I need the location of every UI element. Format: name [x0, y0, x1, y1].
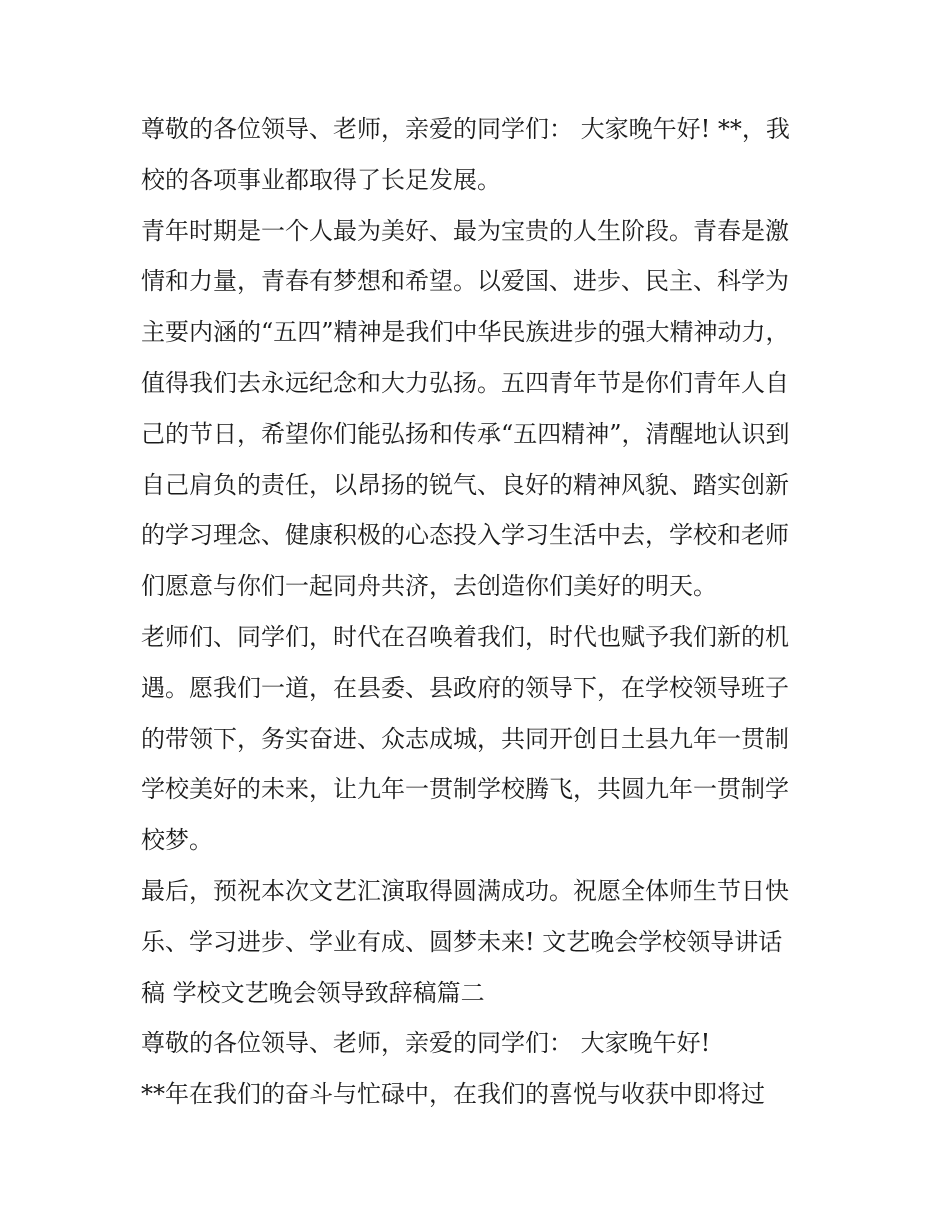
text-line: **年在我们的奋斗与忙碌中，在我们的喜悦与收获中即将过 [141, 1080, 765, 1109]
text-line: 们愿意与你们一起同舟共济，去创造你们美好的明天。 [141, 572, 717, 601]
text-line: 乐、学习进步、学业有成、圆梦未来! 文艺晚会学校领导讲话 [141, 927, 783, 956]
text-line: 值得我们去永远纪念和大力弘扬。五四青年节是你们青年人自 [141, 368, 789, 397]
text-line: 的带领下，务实奋进、众志成城，共同开创日土县九年一贯制 [141, 724, 789, 753]
text-line: 学校美好的未来，让九年一贯制学校腾飞，共圆九年一贯制学 [141, 775, 789, 804]
text-line: 尊敬的各位领导、老师，亲爱的同学们： 大家晚午好! [141, 1029, 711, 1058]
text-line: 稿 学校文艺晚会领导致辞稿篇二 [141, 978, 485, 1007]
text-line: 最后，预祝本次文艺汇演取得圆满成功。祝愿全体师生节日快 [141, 876, 789, 905]
text-line: 主要内涵的“五四”精神是我们中华民族进步的强大精神动力， [141, 318, 790, 347]
text-line: 青年时期是一个人最为美好、最为宝贵的人生阶段。青春是激 [141, 216, 789, 245]
document-body [141, 104, 821, 1120]
text-line: 校梦。 [141, 826, 213, 855]
text-line: 己的节日，希望你们能弘扬和传承“五四精神”，清醒地认识到 [141, 419, 790, 448]
text-line: 的学习理念、健康积极的心态投入学习生活中去，学校和老师 [141, 521, 789, 550]
text-line: 校的各项事业都取得了长足发展。 [141, 165, 501, 194]
text-line: 自己肩负的责任，以昂扬的锐气、良好的精神风貌、踏实创新 [141, 470, 789, 499]
text-line: 尊敬的各位领导、老师，亲爱的同学们： 大家晚午好! **，我 [141, 115, 790, 143]
text-line: 老师们、同学们，时代在召唤着我们，时代也赋予我们新的机 [141, 622, 789, 651]
text-line: 情和力量，青春有梦想和希望。以爱国、进步、民主、科学为 [141, 267, 789, 296]
text-line: 遇。愿我们一道，在县委、县政府的领导下，在学校领导班子 [141, 673, 789, 702]
